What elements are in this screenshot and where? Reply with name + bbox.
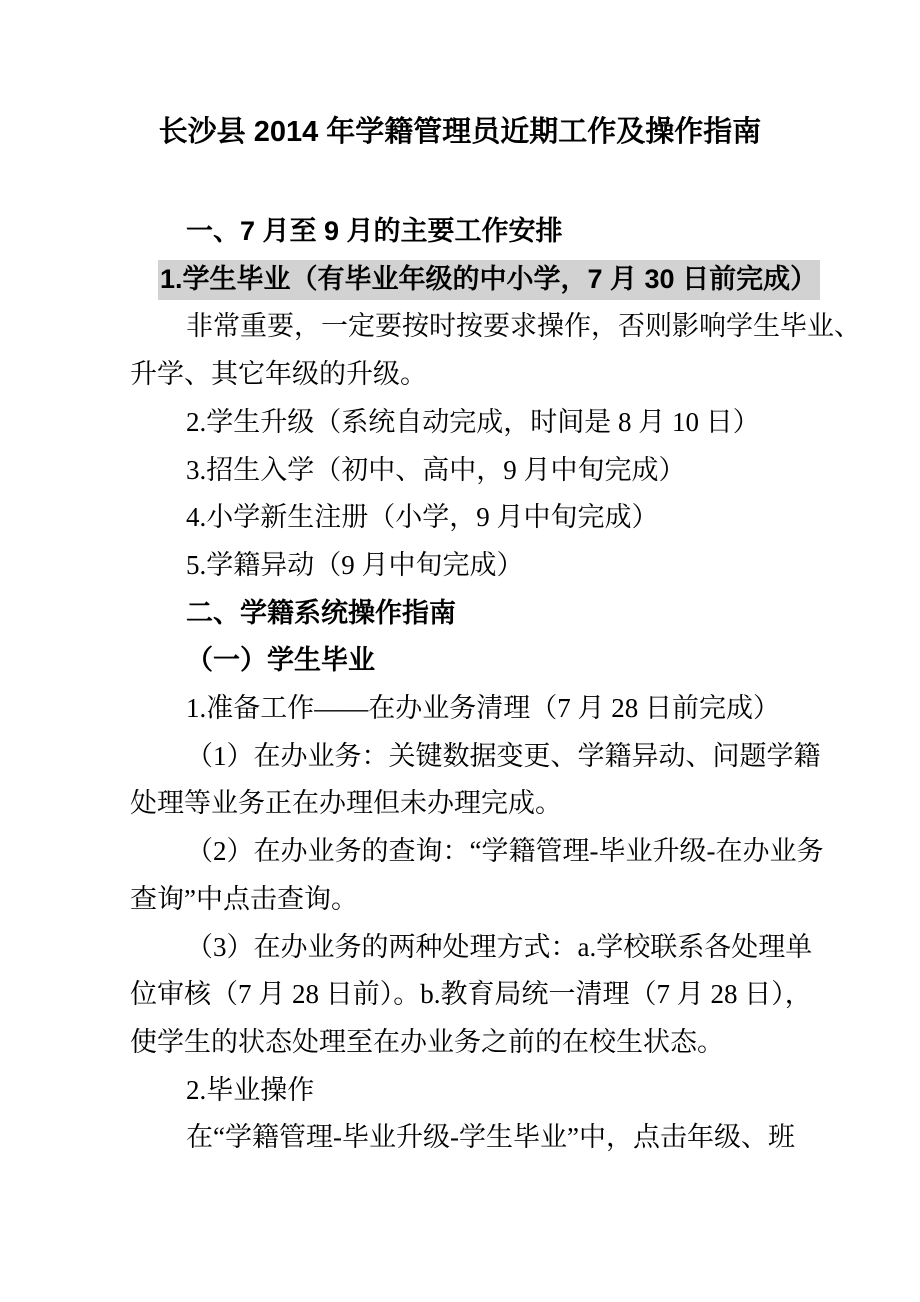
page-title: 长沙县 2014 年学籍管理员近期工作及操作指南 [158, 116, 762, 148]
point-2-line-1: （2）在办业务的查询：“学籍管理-毕业升级-在办业务 [186, 836, 824, 867]
point-3-line-2: 位审核（7 月 28 日前）。b.教育局统一清理（7 月 28 日）， [130, 979, 812, 1010]
point-2-line-2: 查询”中点击查询。 [130, 883, 358, 914]
paragraph-importance-line-2: 升学、其它年级的升级。 [130, 359, 427, 390]
step-2-graduation-operation: 2.毕业操作 [186, 1074, 315, 1105]
point-3-line-3: 使学生的状态处理至在办业务之前的在校生状态。 [130, 1026, 724, 1057]
list-item-2-student-upgrade: 2.学生升级（系统自动完成，时间是 8 月 10 日） [186, 406, 760, 437]
highlighted-item-student-graduation [130, 256, 832, 304]
document-body [130, 208, 861, 1162]
paragraph-importance-line-1: 非常重要，一定要按时按要求操作，否则影响学生毕业、 [186, 311, 861, 342]
subsection-1-heading: （一）学生毕业 [186, 645, 375, 676]
list-item-3-enrollment: 3.招生入学（初中、高中，9 月中旬完成） [186, 454, 686, 485]
highlight-span: 1.学生毕业（有毕业年级的中小学，7 月 30 日前完成） [158, 260, 820, 300]
paragraph-operation-line-1: 在“学籍管理-毕业升级-学生毕业”中，点击年级、班 [186, 1122, 795, 1153]
list-item-4-primary-registration: 4.小学新生注册（小学，9 月中旬完成） [186, 502, 659, 533]
section-1-heading: 一、7 月至 9 月的主要工作安排 [186, 216, 563, 246]
point-1-line-2: 处理等业务正在办理但未办理完成。 [130, 788, 562, 819]
point-1-line-1: （1）在办业务：关键数据变更、学籍异动、问题学籍 [186, 740, 821, 771]
section-2-heading: 二、学籍系统操作指南 [186, 597, 456, 628]
step-1-preparation: 1.准备工作——在办业务清理（7 月 28 日前完成） [186, 693, 780, 724]
list-item-5-status-change: 5.学籍异动（9 月中旬完成） [186, 549, 524, 580]
point-3-line-1: （3）在办业务的两种处理方式：a.学校联系各处理单 [186, 931, 813, 962]
